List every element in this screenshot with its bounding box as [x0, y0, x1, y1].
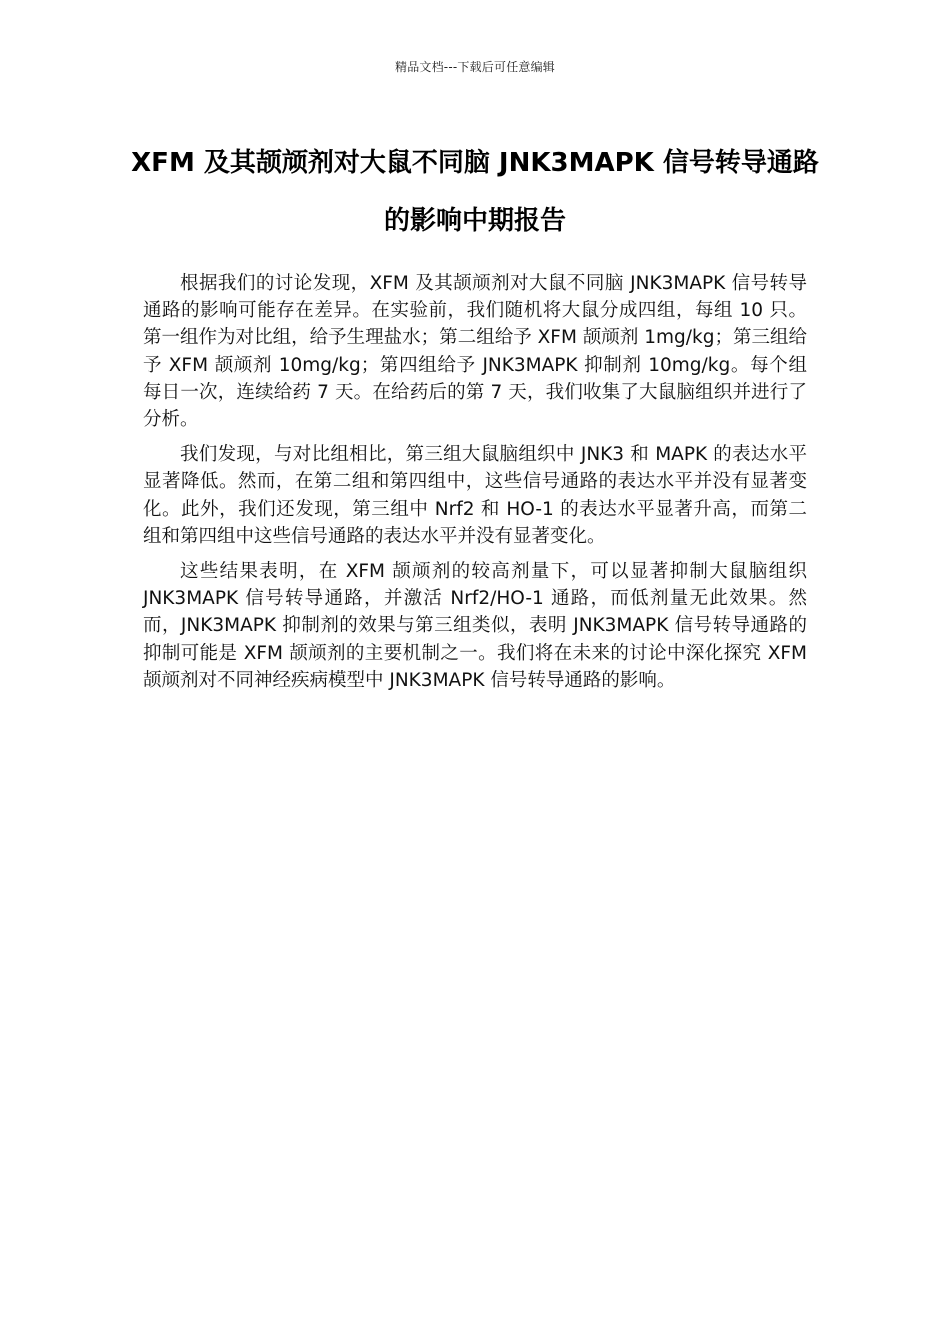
document-body: [143, 270, 807, 702]
body-paragraph-2: 我们发现，与对比组相比，第三组大鼠脑组织中 JNK3 和 MAPK 的表达水平显著降低。然而，在第二组和第四组中，这些信号通路的表达水平并没有显著变化。此外，我们还发现，第三组中 Nrf2 和 HO-1 的表达水平显著升高，而第二组和第四组中这些信号通路的表达水平并没有显著变化。: [143, 444, 807, 547]
page-header: 精品文档---下载后可任意编辑: [395, 60, 555, 74]
body-paragraph-3: 这些结果表明，在 XFM 颉颃剂的较高剂量下，可以显著抑制大鼠脑组织 JNK3MAPK 信号转导通路，并激活 Nrf2/HO-1 通路，而低剂量无此效果。然而，JNK3MAPK 抑制剂的效果与第三组类似，表明 JNK3MAPK 信号转导通路的抑制可能是 XFM 颉颃剂的主要机制之一。我们将在未来的讨论中深化探究 XFM 颉颃剂对不同神经疾病模型中 JNK3MAPK 信号转导通路的影响。: [143, 561, 807, 691]
body-paragraph-1: 根据我们的讨论发现，XFM 及其颉颃剂对大鼠不同脑 JNK3MAPK 信号转导通路的影响可能存在差异。在实验前，我们随机将大鼠分成四组，每组 10 只。第一组作为对比组，给予生理盐水；第二组给予 XFM 颉颃剂 1mg/kg；第三组给予 XFM 颉颃剂 10mg/kg；第四组给予 JNK3MAPK 抑制剂 10mg/kg。每个组每日一次，连续给药 7 天。在给药后的第 7 天，我们收集了大鼠脑组织并进行了分析。: [143, 273, 807, 431]
document-title: XFM 及其颉颃剂对大鼠不同脑 JNK3MAPK 信号转导通路的影响中期报告: [131, 148, 819, 236]
